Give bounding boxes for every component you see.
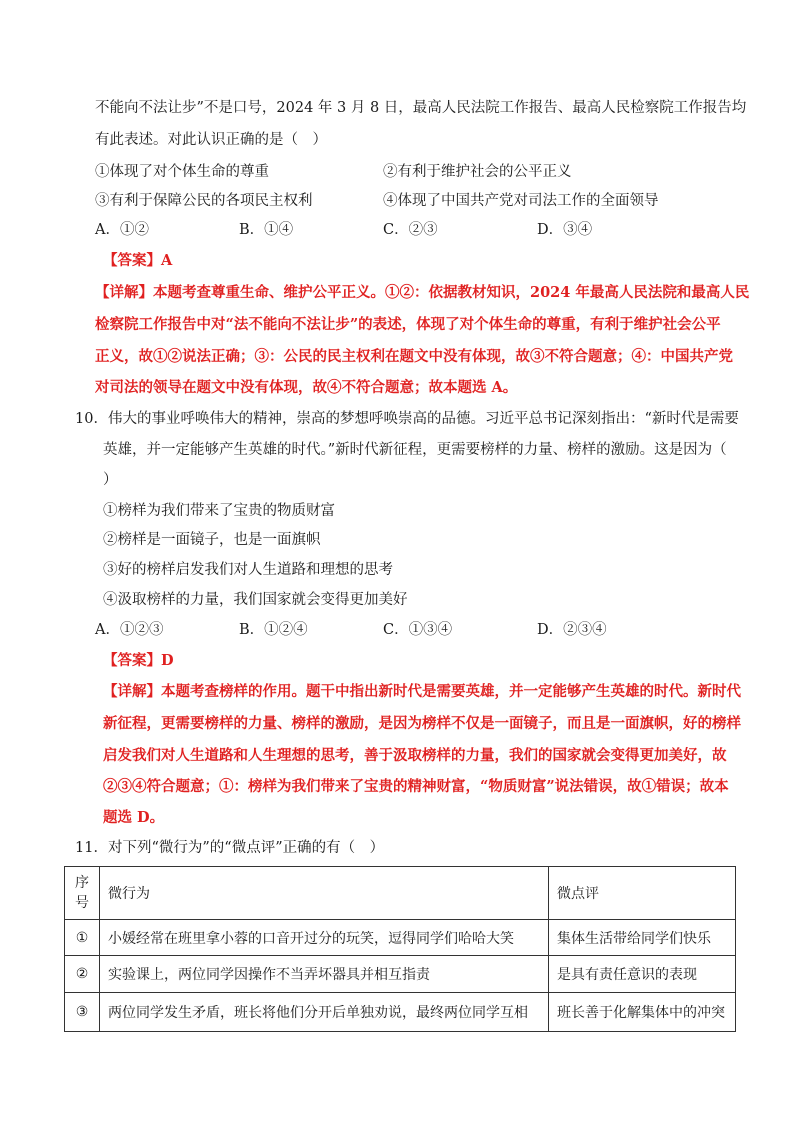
row-no: ③ (65, 993, 100, 1032)
q9-item-1: ①体现了对个体生命的尊重 (95, 164, 269, 180)
q9-answer: 【答案】A (103, 252, 173, 269)
q10-item-3: ③好的榜样启发我们对人生道路和理想的思考 (103, 562, 393, 578)
row-behavior: 实验课上，两位同学因操作不当弄坏器具并相互指责 (100, 956, 549, 993)
row-comment: 集体生活带给同学们快乐 (549, 920, 736, 956)
q9-item-2: ②有利于维护社会的公平正义 (383, 164, 572, 180)
q9-option-c: C．②③ (383, 222, 438, 238)
q10-item-1: ①榜样为我们带来了宝贵的物质财富 (103, 503, 335, 519)
q9-stem-line1: 不能向不法让步”不是口号，2024 年 3 月 8 日，最高人民法院工作报告、最高人民检察院工作报告均 (95, 100, 747, 116)
q9-explain-1: 【详解】本题考查尊重生命、维护公平正义。①②：依据教材知识，2024 年最高人民法院和最高人民 (95, 284, 750, 301)
q10-stem-line1: 10．伟大的事业呼唤伟大的精神，崇高的梦想呼唤崇高的品德。习近平总书记深刻指出：“新时代是需要 (75, 411, 739, 427)
table-header-row (65, 867, 736, 920)
q11-table (64, 866, 736, 1032)
row-no: ① (65, 920, 100, 956)
q9-item-4: ④体现了中国共产党对司法工作的全面领导 (383, 193, 659, 209)
header-behavior: 微行为 (100, 867, 549, 920)
row-behavior: 小媛经常在班里拿小蓉的口音开过分的玩笑，逗得同学们哈哈大笑 (100, 920, 549, 956)
q9-option-a: A．①② (95, 222, 149, 238)
row-no: ② (65, 956, 100, 993)
q10-explain-1: 【详解】本题考查榜样的作用。题干中指出新时代是需要英雄，并一定能够产生英雄的时代。新时代 (103, 683, 741, 700)
q10-explain-3: 启发我们对人生道路和人生理想的思考，善于汲取榜样的力量，我们的国家就会变得更加美好，故 (103, 747, 727, 764)
row-comment: 是具有责任意识的表现 (549, 956, 736, 993)
row-behavior: 两位同学发生矛盾，班长将他们分开后单独劝说，最终两位同学互相 (100, 993, 549, 1032)
q10-item-4: ④汲取榜样的力量，我们国家就会变得更加美好 (103, 592, 408, 608)
q10-option-a: A．①②③ (95, 622, 164, 638)
q9-stem-line2: 有此表述。对此认识正确的是（ ） (95, 132, 327, 148)
q11-stem: 11．对下列“微行为”的“微点评”正确的有（ ） (75, 840, 385, 856)
header-no: 序号 (65, 867, 100, 920)
q9-explain-3: 正义，故①②说法正确；③：公民的民主权利在题文中没有体现，故③不符合题意；④：中国共产党 (95, 348, 733, 365)
table-row (65, 920, 736, 956)
q10-stem-line3: ） (103, 472, 118, 488)
q10-explain-2: 新征程，更需要榜样的力量、榜样的激励，是因为榜样不仅是一面镜子，而且是一面旗帜，好的榜样 (103, 715, 741, 732)
q10-item-2: ②榜样是一面镜子，也是一面旗帜 (103, 532, 321, 548)
table-row (65, 956, 736, 993)
header-comment: 微点评 (549, 867, 736, 920)
q10-option-c: C．①③④ (383, 622, 453, 638)
q10-explain-4: ②③④符合题意；①：榜样为我们带来了宝贵的精神财富，“物质财富”说法错误，故①错误；故本 (103, 778, 729, 795)
q10-option-b: B．①②④ (239, 622, 308, 638)
q9-item-3: ③有利于保障公民的各项民主权利 (95, 193, 313, 209)
q9-explain-2: 检察院工作报告中对“法不能向不法让步”的表述，体现了对个体生命的尊重，有利于维护社会公平 (95, 316, 721, 333)
q10-answer: 【答案】D (103, 652, 174, 669)
q9-explain-4: 对司法的领导在题文中没有体现，故④不符合题意；故本题选 A。 (95, 379, 518, 396)
row-comment: 班长善于化解集体中的冲突 (549, 993, 736, 1032)
q9-option-b: B．①④ (239, 222, 294, 238)
q10-option-d: D．②③④ (537, 622, 607, 638)
table-row (65, 993, 736, 1032)
q10-explain-5: 题选 D。 (103, 809, 165, 826)
q10-stem-line2: 英雄，并一定能够产生英雄的时代。”新时代新征程，更需要榜样的力量、榜样的激励。这是因为（ (103, 442, 727, 458)
q9-option-d: D．③④ (537, 222, 593, 238)
